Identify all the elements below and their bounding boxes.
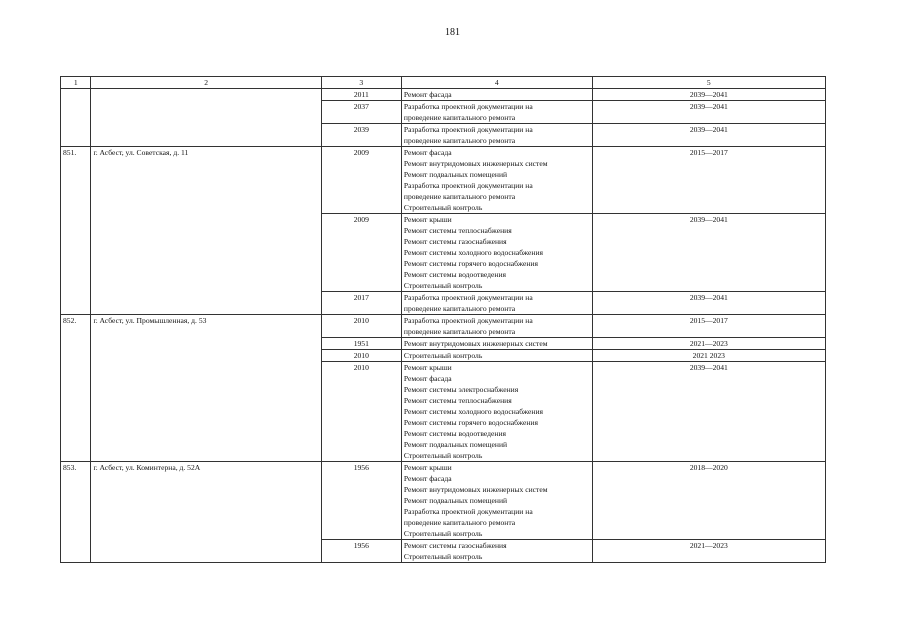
work-item: проведение капитального ремонта [403,136,516,145]
year-cell: 2039 [321,124,401,147]
year-cell: 1956 [321,462,401,540]
year-cell: 2010 [321,315,401,338]
work-item: Ремонт системы холодного водоснабжения [403,407,544,416]
work-item: Разработка проектной документации на [403,102,533,111]
year-cell: 2011 [321,89,401,101]
work-item: Строительный контроль [403,351,483,360]
period-cell: 2018—2020 [592,462,825,540]
work-item: проведение капитального ремонта [403,113,516,122]
work-item: Ремонт крыши [403,215,452,224]
period-cell: 2039—2041 [592,292,825,315]
works-cell [401,338,592,350]
entry-number-cell [61,89,91,147]
work-item: Ремонт системы горячего водоснабжения [403,418,538,427]
period-cell: 2015—2017 [592,315,825,338]
work-item: Разработка проектной документации на [403,125,533,134]
work-item: Ремонт крыши [403,463,452,472]
period-cell: 2021—2023 [592,540,825,563]
column-header-1: 1 [61,77,91,89]
work-item: Разработка проектной документации на [403,316,533,325]
works-cell [401,540,592,563]
repair-schedule-table [60,76,826,563]
year-cell: 1951 [321,338,401,350]
column-header-3: 3 [321,77,401,89]
entry-number-cell: 851. [61,147,91,315]
work-item: Ремонт подвальных помещений [403,170,508,179]
work-item: Ремонт системы газоснабжения [403,237,507,246]
period-cell: 2021 2023 [592,350,825,362]
work-item: проведение капитального ремонта [403,304,516,313]
year-cell: 1956 [321,540,401,563]
works-cell [401,147,592,214]
work-item: Ремонт системы газоснабжения [403,541,507,550]
work-item: Ремонт системы горячего водоснабжения [403,259,538,268]
year-cell: 2037 [321,101,401,124]
column-header-4: 4 [401,77,592,89]
table-row [61,315,826,338]
entry-number-cell: 852. [61,315,91,462]
period-cell: 2039—2041 [592,362,825,462]
address-cell: г. Асбест, ул. Промышленная, д. 53 [91,315,321,462]
period-cell: 2039—2041 [592,124,825,147]
table-row [61,147,826,214]
entry-number-cell: 853. [61,462,91,563]
period-cell: 2039—2041 [592,214,825,292]
work-item: Ремонт внутридомовых инженерных систем [403,159,548,168]
column-header-2: 2 [91,77,321,89]
works-cell [401,362,592,462]
works-cell [401,292,592,315]
work-item: Ремонт фасада [403,90,452,99]
work-item: Ремонт системы водоотведения [403,429,507,438]
header-row [61,77,826,89]
works-cell [401,214,592,292]
work-item: Ремонт системы водоотведения [403,270,507,279]
work-item: Разработка проектной документации на [403,293,533,302]
address-cell: г. Асбест, ул. Коминтерна, д. 52А [91,462,321,563]
table-row [61,89,826,101]
work-item: Строительный контроль [403,552,483,561]
work-item: Ремонт системы холодного водоснабжения [403,248,544,257]
period-cell: 2021—2023 [592,338,825,350]
table-row [61,462,826,540]
work-item: Разработка проектной документации на [403,181,533,190]
works-cell [401,124,592,147]
work-item: Ремонт подвальных помещений [403,440,508,449]
works-cell [401,89,592,101]
work-item: Строительный контроль [403,281,483,290]
work-item: проведение капитального ремонта [403,192,516,201]
work-item: Ремонт системы теплоснабжения [403,226,512,235]
work-item: Строительный контроль [403,529,483,538]
works-cell [401,350,592,362]
work-item: Ремонт подвальных помещений [403,496,508,505]
column-header-5: 5 [592,77,825,89]
address-cell [91,89,321,147]
work-item: Ремонт внутридомовых инженерных систем [403,339,548,348]
period-cell: 2039—2041 [592,89,825,101]
year-cell: 2009 [321,147,401,214]
work-item: Ремонт фасада [403,148,452,157]
period-cell: 2039—2041 [592,101,825,124]
works-cell [401,462,592,540]
work-item: проведение капитального ремонта [403,518,516,527]
work-item: Ремонт крыши [403,363,452,372]
work-item: Строительный контроль [403,203,483,212]
work-item: проведение капитального ремонта [403,327,516,336]
year-cell: 2009 [321,214,401,292]
address-cell: г. Асбест, ул. Советская, д. 11 [91,147,321,315]
work-item: Разработка проектной документации на [403,507,533,516]
year-cell: 2010 [321,350,401,362]
period-cell: 2015—2017 [592,147,825,214]
year-cell: 2017 [321,292,401,315]
work-item: Строительный контроль [403,451,483,460]
work-item: Ремонт системы электроснабжения [403,385,519,394]
page-number: 181 [445,27,460,38]
work-item: Ремонт фасада [403,474,452,483]
work-item: Ремонт системы теплоснабжения [403,396,512,405]
works-cell [401,315,592,338]
work-item: Ремонт внутридомовых инженерных систем [403,485,548,494]
year-cell: 2010 [321,362,401,462]
works-cell [401,101,592,124]
work-item: Ремонт фасада [403,374,452,383]
